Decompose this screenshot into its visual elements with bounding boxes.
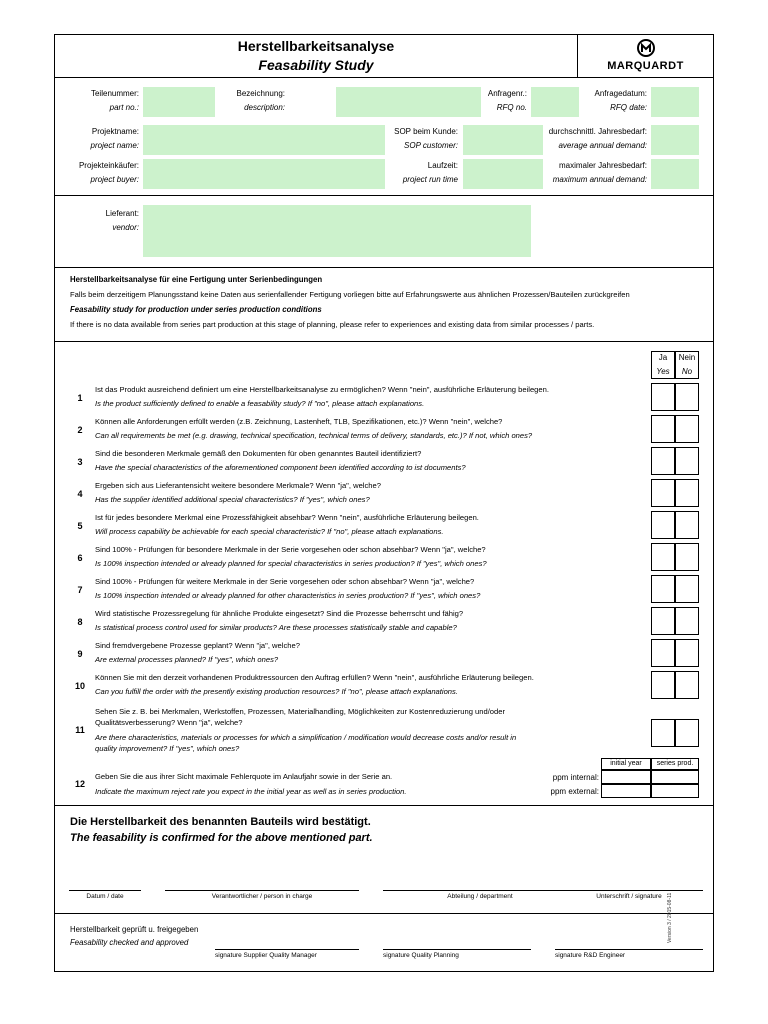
- qp-signature-label: signature Quality Planning: [383, 952, 459, 959]
- question-text-en: Is 100% inspection intended or already planned for other characteristics in series production? If "yes", which ones?: [95, 591, 481, 600]
- question-number: 2: [77, 425, 83, 435]
- description-label-de: Bezeichnung:: [236, 89, 285, 98]
- question-text-en: quality improvement? If "yes", which ones?: [95, 744, 240, 753]
- question-text-de: Können alle Anforderungen erfüllt werden (z.B. Zeichnung, Lastenheft, TLB, Spezifikationen, etc.)? Wenn "nein", welche?: [95, 417, 503, 426]
- question-text-en: Have the special characteristics of the aforementioned component been identified according to ist documents?: [95, 463, 466, 472]
- question-text-en: Can all requirements be met (e.g. drawing, technical specification, technical terms of delivery, standards, etc.)? If not, which ones?: [95, 431, 533, 440]
- max-demand-field[interactable]: [651, 159, 699, 189]
- question-text-de: Sind die besonderen Merkmale gemäß den Dokumenten für oben genanntes Bauteil identifiziert?: [95, 449, 422, 458]
- answer-yes-checkbox[interactable]: [651, 511, 675, 539]
- question-number: 7: [77, 585, 83, 595]
- answer-header-nein: Nein: [678, 353, 696, 362]
- intro-text-en: If there is no data available from series part production at this stage of planning, please refer to experiences and existing data from similar processes / parts.: [70, 320, 595, 329]
- answer-header-no: No: [681, 367, 693, 376]
- answer-yes-checkbox[interactable]: [651, 543, 675, 571]
- sqm-signature-line[interactable]: [215, 949, 359, 950]
- question-number: 9: [77, 649, 83, 659]
- question-text-en: Is statistical process control used for similar products? Are these processes statistically stable and capable?: [95, 623, 457, 632]
- department-line[interactable]: [383, 890, 577, 891]
- vendor-label-en: vendor:: [112, 223, 139, 232]
- answer-no-checkbox[interactable]: [675, 479, 699, 507]
- max-demand-label-en: maximum annual demand:: [552, 175, 647, 184]
- question-text-en: Will process capability be achievable for each special characteristic? If "no", please attach explanations.: [95, 527, 444, 536]
- confirmation-en: The feasability is confirmed for the above mentioned part.: [70, 832, 373, 844]
- answer-yes-checkbox[interactable]: [651, 479, 675, 507]
- vendor-label-de: Lieferant:: [105, 209, 139, 218]
- answer-no-checkbox[interactable]: [675, 543, 699, 571]
- question-text-de: Ist für jedes besondere Merkmal eine Prozessfähigkeit absehbar? Wenn "nein", ausführliche Erläuterung beilegen.: [95, 513, 479, 522]
- approval-de: Herstellbarkeit geprüft u. freigegeben: [70, 925, 199, 934]
- avg-demand-label-en: average annual demand:: [558, 141, 647, 150]
- answer-yes-checkbox[interactable]: [651, 415, 675, 443]
- avg-demand-label-de: durchschnittl. Jahresbedarf:: [548, 127, 647, 136]
- question-text-de: Können Sie mit den derzeit vorhandenen Produktressourcen den Auftrag erfüllen? Wenn "nein", ausführliche Erläuterung beilegen.: [95, 673, 534, 682]
- ppm-internal-initial-input[interactable]: [601, 770, 651, 784]
- sop-label-en: SOP customer:: [404, 141, 458, 150]
- question-text-de: Ist das Produkt ausreichend definiert um eine Herstellbarkeitsanalyse zu ermöglichen? Wenn "nein", ausführliche Erläuterung beilegen.: [95, 385, 549, 394]
- answer-yes-checkbox[interactable]: [651, 447, 675, 475]
- ppm-col-series-prod: series prod.: [656, 760, 694, 767]
- rfq-no-label-en: RFQ no.: [496, 103, 527, 112]
- question-text-de: Sind fremdvergebene Prozesse geplant? Wenn "ja", welche?: [95, 641, 300, 650]
- approval-en: Feasability checked and approved: [70, 938, 189, 947]
- ppm-internal-label: ppm internal:: [552, 773, 599, 782]
- ppm-external-label: ppm external:: [550, 787, 599, 796]
- answer-no-checkbox[interactable]: [675, 671, 699, 699]
- question-text-en: Has the supplier identified additional special characteristics? If "yes", which ones?: [95, 495, 370, 504]
- answer-yes-checkbox[interactable]: [651, 639, 675, 667]
- department-label: Abteilung / department: [447, 893, 513, 900]
- project-buyer-label-en: project buyer:: [90, 175, 139, 184]
- project-name-field[interactable]: [143, 125, 385, 155]
- rfq-date-field[interactable]: [651, 87, 699, 117]
- answer-no-checkbox[interactable]: [675, 447, 699, 475]
- vendor-field[interactable]: [143, 205, 531, 257]
- answer-yes-checkbox[interactable]: [651, 671, 675, 699]
- answer-no-checkbox[interactable]: [675, 607, 699, 635]
- question-text-de: Wird statistische Prozessregelung für ähnliche Produkte eingesetzt? Sind die Prozesse beherrscht und fähig?: [95, 609, 464, 618]
- rd-signature-label: signature R&D Engineer: [555, 952, 626, 959]
- answer-header-ja: Ja: [658, 353, 668, 362]
- project-name-label-en: project name:: [90, 141, 139, 150]
- answer-no-checkbox[interactable]: [675, 415, 699, 443]
- intro-heading-de: Herstellbarkeitsanalyse für eine Fertigung unter Serienbedingungen: [70, 275, 323, 284]
- project-buyer-field[interactable]: [143, 159, 385, 189]
- project-buyer-label-de: Projekteinkäufer:: [78, 161, 139, 170]
- run-time-label-en: project run time: [402, 175, 458, 184]
- ppm-external-initial-input[interactable]: [601, 784, 651, 798]
- date-label: Datum / date: [86, 893, 124, 900]
- question-number: 6: [77, 553, 83, 563]
- question-text-de: Ergeben sich aus Lieferantensicht weitere besondere Merkmale? Wenn "ja", welche?: [95, 481, 381, 490]
- rfq-no-label-de: Anfragenr.:: [487, 89, 527, 98]
- form-title-de: Herstellbarkeitsanalyse: [237, 38, 395, 54]
- answer-yes-checkbox[interactable]: [651, 575, 675, 603]
- question-text-de: Geben Sie die aus ihrer Sicht maximale Fehlerquote im Anlaufjahr sowie in der Serie an.: [95, 772, 393, 781]
- question-text-de: Sind 100% - Prüfungen für besondere Merkmale in der Serie vorgesehen oder schon absehbar? Wenn "ja", welche?: [95, 545, 486, 554]
- question-text-en: Indicate the maximum reject rate you expect in the initial year as well as in series production.: [95, 787, 407, 796]
- company-logo: [578, 35, 713, 77]
- sqm-signature-label: signature Supplier Quality Manager: [215, 952, 317, 959]
- run-time-label-de: Laufzeit:: [427, 161, 458, 170]
- rd-signature-line[interactable]: [555, 949, 703, 950]
- question-number: 11: [75, 725, 85, 735]
- answer-yes-checkbox[interactable]: [651, 383, 675, 411]
- ppm-col-initial-year: initial year: [610, 760, 642, 767]
- question-text-en: Are there characteristics, materials or processes for which a simplification / modification would decrease costs and/or result in: [95, 733, 517, 742]
- project-name-label-de: Projektname:: [91, 127, 139, 136]
- qp-signature-line[interactable]: [383, 949, 531, 950]
- answer-yes-checkbox[interactable]: [651, 607, 675, 635]
- question-number: 1: [77, 393, 83, 403]
- rfq-no-field[interactable]: [531, 87, 579, 117]
- logo-text: MARQUARDT: [607, 60, 684, 72]
- ppm-internal-series-input[interactable]: [651, 770, 699, 784]
- intro-text-de: Falls beim derzeitigem Planungsstand keine Daten aus serienfallender Fertigung vorliegen bitte auf Erfahrungswerte aus ähnlichen Prozessen/Bauteilen zurückgreifen: [70, 290, 630, 299]
- question-number: 8: [77, 617, 83, 627]
- answer-no-checkbox[interactable]: [675, 511, 699, 539]
- rfq-date-label-en: RFQ date:: [610, 103, 647, 112]
- form-title-block: [55, 35, 577, 77]
- person-line[interactable]: [165, 890, 359, 891]
- question-text-en: Are external processes planned? If "yes", which ones?: [95, 655, 279, 664]
- question-text-de: Sehen Sie z. B. bei Merkmalen, Werkstoffen, Prozessen, Materialhandling, Möglichkeiten zur Kostenreduzierung und/oder: [95, 707, 506, 716]
- confirmation-de: Die Herstellbarkeit des benannten Bauteils wird bestätigt.: [70, 816, 371, 828]
- question-number: 12: [74, 779, 85, 789]
- description-label-en: description:: [244, 103, 285, 112]
- question-text-en: Can you fulfill the order with the presently existing production resources? If "no", please attach explanations.: [95, 687, 458, 696]
- answer-no-checkbox[interactable]: [675, 719, 699, 747]
- question-number: 4: [77, 489, 83, 499]
- form-title-en: Feasability Study: [258, 57, 374, 73]
- rfq-date-label-de: Anfragedatum:: [594, 89, 647, 98]
- intro-heading-en: Feasability study for production under series production conditions: [70, 305, 322, 314]
- date-line[interactable]: [69, 890, 141, 891]
- max-demand-label-de: maximaler Jahresbedarf:: [558, 161, 647, 170]
- signature-label: Unterschrift / signature: [596, 893, 662, 900]
- question-number: 3: [77, 457, 83, 467]
- part-no-label-de: Teilenummer:: [90, 89, 139, 98]
- ppm-external-series-input[interactable]: [651, 784, 699, 798]
- question-text-de: Qualitätsverbesserung? Wenn "ja", welche?: [95, 718, 243, 727]
- answer-header-yes: Yes: [656, 367, 670, 376]
- sop-label-de: SOP beim Kunde:: [394, 127, 458, 136]
- question-number: 5: [77, 521, 83, 531]
- part-no-label-en: part no.:: [109, 103, 139, 112]
- answer-no-checkbox[interactable]: [675, 383, 699, 411]
- question-text-de: Sind 100% - Prüfungen für weitere Merkmale in der Serie vorgesehen oder schon absehbar? Wenn "ja", welche?: [95, 577, 475, 586]
- answer-no-checkbox[interactable]: [675, 575, 699, 603]
- question-text-en: Is 100% inspection intended or already planned for special characteristics in series production? If "yes", which ones?: [95, 559, 487, 568]
- person-label: Verantwortlicher / person in charge: [211, 893, 313, 900]
- question-text-en: Is the product sufficiently defined to enable a feasability study? If "no", please attach explanations.: [95, 399, 425, 408]
- answer-yes-checkbox[interactable]: [651, 719, 675, 747]
- question-number: 10: [74, 681, 85, 691]
- signature-line[interactable]: [555, 890, 703, 891]
- version-label: Version 3 / 2015-08-11: [667, 892, 673, 943]
- avg-demand-field[interactable]: [651, 125, 699, 155]
- feasibility-form: [54, 34, 714, 972]
- answer-no-checkbox[interactable]: [675, 639, 699, 667]
- marquardt-logo-icon: [636, 38, 656, 58]
